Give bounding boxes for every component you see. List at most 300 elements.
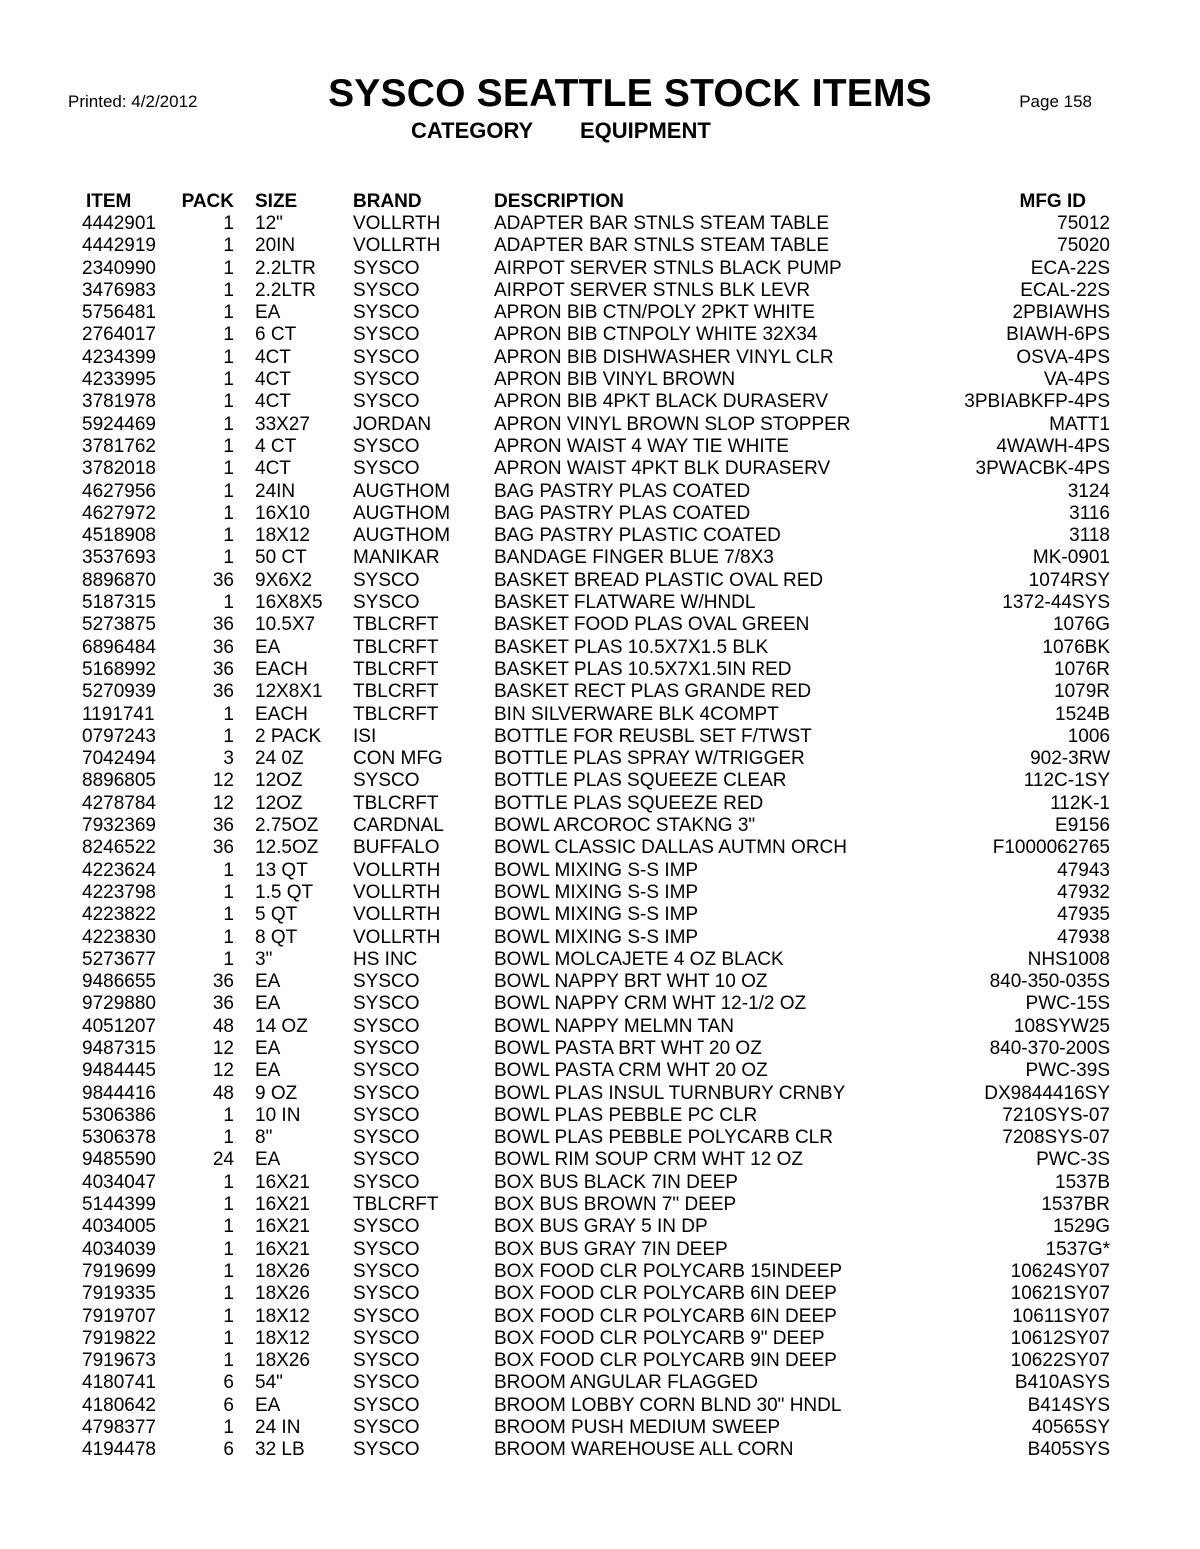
size-cell: 16X21 (255, 1194, 310, 1216)
size-cell: 12OZ (255, 792, 303, 814)
table-row (0, 815, 1200, 837)
table-row (0, 436, 1200, 458)
brand-cell: VOLLRTH (353, 859, 441, 881)
column-header-item: ITEM (86, 191, 132, 212)
pack-cell: 1 (223, 302, 234, 324)
brand-cell: ISI (353, 725, 377, 747)
mfg-id-cell: 1006 (1067, 725, 1110, 747)
mfg-id-cell: B405SYS (1027, 1439, 1110, 1461)
brand-cell: HS INC (353, 948, 418, 970)
brand-cell: TBLCRFT (353, 636, 439, 658)
item-cell: 4442919 (82, 235, 156, 257)
description-cell: BASKET FLATWARE W/HNDL (494, 592, 756, 614)
size-cell: 18X12 (255, 525, 310, 547)
pack-cell: 1 (223, 948, 234, 970)
size-cell: EACH (255, 658, 308, 680)
description-cell: BASKET PLAS 10.5X7X1.5 BLK (494, 636, 769, 658)
pack-cell: 1 (223, 1171, 234, 1193)
brand-cell: AUGTHOM (353, 502, 451, 524)
table-row (0, 213, 1200, 235)
pack-cell: 1 (223, 1238, 234, 1260)
brand-cell: SYSCO (353, 391, 420, 413)
table-row (0, 1083, 1200, 1105)
size-cell: 4CT (255, 346, 291, 368)
pack-cell: 1 (223, 1127, 234, 1149)
size-cell: 16X21 (255, 1171, 310, 1193)
pack-cell: 1 (223, 1417, 234, 1439)
brand-cell: CON MFG (353, 748, 443, 770)
brand-cell: SYSCO (353, 1082, 420, 1104)
item-cell: 4798377 (82, 1417, 156, 1439)
pack-cell: 48 (212, 1082, 234, 1104)
pack-cell: 12 (212, 792, 234, 814)
item-cell: 4627972 (82, 502, 156, 524)
mfg-id-cell: 10624SY07 (1010, 1260, 1110, 1282)
item-cell: 4233995 (82, 369, 156, 391)
brand-cell: AUGTHOM (353, 480, 451, 502)
mfg-id-cell: E9156 (1055, 815, 1110, 837)
description-cell: BOX BUS GRAY 7IN DEEP (494, 1238, 728, 1260)
mfg-id-cell: 40565SY (1031, 1417, 1110, 1439)
table-row (0, 770, 1200, 792)
size-cell: 2.75OZ (255, 815, 319, 837)
item-cell: 4627956 (82, 480, 156, 502)
mfg-id-cell: 112C-1SY (1023, 770, 1110, 792)
pack-cell: 1 (223, 346, 234, 368)
pack-cell: 36 (212, 993, 234, 1015)
size-cell: 12OZ (255, 770, 303, 792)
pack-cell: 36 (212, 815, 234, 837)
pack-cell: 1 (223, 1305, 234, 1327)
size-cell: 18X26 (255, 1350, 310, 1372)
description-cell: BOWL PLAS PEBBLE POLYCARB CLR (494, 1127, 833, 1149)
table-row (0, 681, 1200, 703)
size-cell: 4 CT (255, 435, 297, 457)
description-cell: BOTTLE PLAS SQUEEZE RED (494, 792, 764, 814)
size-cell: EA (255, 1037, 281, 1059)
size-cell: 18X12 (255, 1327, 310, 1349)
item-cell: 4034005 (82, 1216, 156, 1238)
item-cell: 5306386 (82, 1104, 156, 1126)
table-row (0, 1261, 1200, 1283)
table-row (0, 1439, 1200, 1461)
size-cell: 13 QT (255, 859, 308, 881)
item-cell: 1191741 (82, 703, 155, 725)
mfg-id-cell: 1537BR (1041, 1194, 1110, 1216)
brand-cell: SYSCO (353, 1327, 420, 1349)
table-row (0, 860, 1200, 882)
pack-cell: 1 (223, 235, 234, 257)
pack-cell: 1 (223, 1327, 234, 1349)
size-cell: 4CT (255, 391, 291, 413)
table-row (0, 1172, 1200, 1194)
column-header-mfg-id: MFG ID (1019, 191, 1086, 212)
item-cell: 7919699 (82, 1260, 156, 1282)
size-cell: 8" (255, 1127, 273, 1149)
pack-cell: 1 (223, 279, 234, 301)
item-cell: 5168992 (82, 658, 156, 680)
size-cell: 8 QT (255, 926, 298, 948)
description-cell: BOX FOOD CLR POLYCARB 15INDEEP (494, 1260, 843, 1282)
pack-cell: 1 (223, 703, 234, 725)
mfg-id-cell: 3PWACBK-4PS (975, 458, 1110, 480)
pack-cell: 36 (212, 614, 234, 636)
mfg-id-cell: 1076BK (1042, 636, 1110, 658)
pack-cell: 1 (223, 458, 234, 480)
description-cell: BOX FOOD CLR POLYCARB 6IN DEEP (494, 1305, 837, 1327)
size-cell: 16X10 (255, 502, 310, 524)
item-cell: 9487315 (82, 1037, 156, 1059)
table-row (0, 547, 1200, 569)
description-cell: APRON WAIST 4 WAY TIE WHITE (494, 435, 789, 457)
table-row (0, 882, 1200, 904)
mfg-id-cell: ECAL-22S (1020, 279, 1110, 301)
category-label: CATEGORY (411, 118, 534, 143)
brand-cell: SYSCO (353, 1394, 420, 1416)
pack-cell: 12 (212, 1060, 234, 1082)
pack-cell: 1 (223, 926, 234, 948)
mfg-id-cell: 3118 (1069, 525, 1110, 547)
pack-cell: 6 (223, 1439, 234, 1461)
table-row (0, 726, 1200, 748)
table-row (0, 637, 1200, 659)
item-cell: 4180741 (82, 1372, 156, 1394)
mfg-id-cell: 75012 (1057, 213, 1110, 234)
mfg-id-cell: 47938 (1057, 926, 1110, 948)
brand-cell: SYSCO (353, 770, 420, 792)
mfg-id-cell: PWC-3S (1036, 1149, 1110, 1171)
mfg-id-cell: 1076R (1054, 658, 1110, 680)
item-cell: 4278784 (82, 792, 156, 814)
table-row (0, 1372, 1200, 1394)
item-cell: 7042494 (82, 748, 156, 770)
item-cell: 8896805 (82, 770, 156, 792)
brand-cell: SYSCO (353, 346, 420, 368)
description-cell: BOWL RIM SOUP CRM WHT 12 OZ (494, 1149, 803, 1171)
item-cell: 9485590 (82, 1149, 156, 1171)
item-cell: 4034039 (82, 1238, 156, 1260)
brand-cell: SYSCO (353, 435, 420, 457)
brand-cell: VOLLRTH (353, 926, 441, 948)
description-cell: APRON BIB VINYL BROWN (494, 369, 736, 391)
brand-cell: VOLLRTH (353, 904, 441, 926)
mfg-id-cell: 7208SYS-07 (1002, 1127, 1110, 1149)
pack-cell: 1 (223, 324, 234, 346)
pack-cell: 1 (223, 369, 234, 391)
item-cell: 5270939 (82, 681, 156, 703)
table-row (0, 927, 1200, 949)
printed-date: Printed: 4/2/2012 (68, 92, 198, 111)
brand-cell: SYSCO (353, 1149, 420, 1171)
table-row (0, 1417, 1200, 1439)
table-row (0, 659, 1200, 681)
description-cell: BOWL MOLCAJETE 4 OZ BLACK (494, 948, 784, 970)
size-cell: 12" (255, 213, 283, 234)
pack-cell: 1 (223, 413, 234, 435)
item-cell: 5187315 (82, 592, 156, 614)
item-cell: 5273677 (82, 948, 156, 970)
size-cell: 14 OZ (255, 1015, 308, 1037)
table-row (0, 1194, 1200, 1216)
description-cell: BOWL MIXING S-S IMP (494, 904, 699, 926)
item-cell: 4051207 (82, 1015, 156, 1037)
table-row (0, 258, 1200, 280)
size-cell: 16X8X5 (255, 592, 323, 614)
mfg-id-cell: 10612SY07 (1010, 1327, 1110, 1349)
item-cell: 4442901 (82, 213, 156, 234)
item-cell: 4194478 (82, 1439, 156, 1461)
mfg-id-cell: BIAWH-6PS (1006, 324, 1110, 346)
brand-cell: SYSCO (353, 1350, 420, 1372)
pack-cell: 1 (223, 547, 234, 569)
brand-cell: TBLCRFT (353, 658, 439, 680)
mfg-id-cell: 112K-1 (1050, 792, 1110, 814)
mfg-id-cell: PWC-39S (1025, 1060, 1110, 1082)
pack-cell: 1 (223, 391, 234, 413)
size-cell: 54" (255, 1372, 283, 1394)
mfg-id-cell: ECA-22S (1030, 257, 1110, 279)
table-row (0, 458, 1200, 480)
description-cell: BOWL NAPPY BRT WHT 10 OZ (494, 971, 768, 993)
brand-cell: AUGTHOM (353, 525, 451, 547)
size-cell: 5 QT (255, 904, 298, 926)
item-cell: 8246522 (82, 837, 156, 859)
mfg-id-cell: 1372-44SYS (1002, 592, 1110, 614)
item-cell: 0797243 (82, 725, 156, 747)
pack-cell: 1 (223, 1216, 234, 1238)
description-cell: ADAPTER BAR STNLS STEAM TABLE (494, 235, 830, 257)
size-cell: EA (255, 302, 281, 324)
size-cell: 3" (255, 948, 273, 970)
brand-cell: SYSCO (353, 1216, 420, 1238)
pack-cell: 1 (223, 881, 234, 903)
size-cell: 1.5 QT (255, 881, 314, 903)
pack-cell: 3 (223, 748, 234, 770)
mfg-id-cell: 7210SYS-07 (1002, 1104, 1110, 1126)
description-cell: BOWL MIXING S-S IMP (494, 859, 699, 881)
table-row (0, 1328, 1200, 1350)
pack-cell: 36 (212, 658, 234, 680)
size-cell: 9X6X2 (255, 569, 313, 591)
description-cell: AIRPOT SERVER STNLS BLACK PUMP (494, 257, 842, 279)
brand-cell: SYSCO (353, 1104, 420, 1126)
size-cell: 12.5OZ (255, 837, 319, 859)
mfg-id-cell: 840-370-200S (989, 1037, 1110, 1059)
size-cell: 4CT (255, 458, 291, 480)
description-cell: BOX FOOD CLR POLYCARB 9" DEEP (494, 1327, 825, 1349)
description-cell: BOWL MIXING S-S IMP (494, 881, 699, 903)
brand-cell: VOLLRTH (353, 213, 441, 234)
pack-cell: 1 (223, 435, 234, 457)
item-cell: 6896484 (82, 636, 156, 658)
table-row (0, 1016, 1200, 1038)
pack-cell: 48 (212, 1015, 234, 1037)
mfg-id-cell: 75020 (1057, 235, 1110, 257)
pack-cell: 1 (223, 257, 234, 279)
brand-cell: SYSCO (353, 993, 420, 1015)
mfg-id-cell: PWC-15S (1025, 993, 1110, 1015)
table-row (0, 1149, 1200, 1171)
brand-cell: SYSCO (353, 1283, 420, 1305)
table-row (0, 993, 1200, 1015)
table-row (0, 414, 1200, 436)
description-cell: BOWL NAPPY CRM WHT 12-1/2 OZ (494, 993, 807, 1015)
item-cell: 3781978 (82, 391, 156, 413)
mfg-id-cell: 108SYW25 (1013, 1015, 1110, 1037)
description-cell: BOX BUS BLACK 7IN DEEP (494, 1171, 738, 1193)
item-cell: 2764017 (82, 324, 156, 346)
table-row (0, 1395, 1200, 1417)
table-row (0, 748, 1200, 770)
mfg-id-cell: 47932 (1057, 881, 1110, 903)
brand-cell: SYSCO (353, 1127, 420, 1149)
mfg-id-cell: 47935 (1057, 904, 1110, 926)
table-row (0, 904, 1200, 926)
brand-cell: SYSCO (353, 1037, 420, 1059)
pack-cell: 1 (223, 725, 234, 747)
table-header (0, 191, 1200, 213)
description-cell: BOX BUS BROWN 7" DEEP (494, 1194, 737, 1216)
table-body (0, 213, 1200, 1462)
mfg-id-cell: DX9844416SY (984, 1082, 1110, 1104)
description-cell: BASKET RECT PLAS GRANDE RED (494, 681, 812, 703)
mfg-id-cell: B410ASYS (1014, 1372, 1110, 1394)
table-row (0, 481, 1200, 503)
table-row (0, 1105, 1200, 1127)
description-cell: BOWL PLAS INSUL TURNBURY CRNBY (494, 1082, 846, 1104)
pack-cell: 12 (212, 770, 234, 792)
mfg-id-cell: 4WAWH-4PS (996, 435, 1110, 457)
table-row (0, 369, 1200, 391)
item-cell: 4223830 (82, 926, 156, 948)
brand-cell: CARDNAL (353, 815, 444, 837)
pack-cell: 1 (223, 525, 234, 547)
item-cell: 5144399 (82, 1194, 156, 1216)
table-row (0, 1127, 1200, 1149)
brand-cell: SYSCO (353, 1260, 420, 1282)
brand-cell: SYSCO (353, 1238, 420, 1260)
table-row (0, 1060, 1200, 1082)
description-cell: BOWL MIXING S-S IMP (494, 926, 699, 948)
description-cell: BOX FOOD CLR POLYCARB 9IN DEEP (494, 1350, 837, 1372)
mfg-id-cell: F1000062765 (992, 837, 1110, 859)
item-cell: 9486655 (82, 971, 156, 993)
pack-cell: 36 (212, 681, 234, 703)
table-row (0, 347, 1200, 369)
description-cell: BROOM WAREHOUSE ALL CORN (494, 1439, 794, 1461)
size-cell: 4CT (255, 369, 291, 391)
size-cell: 10.5X7 (255, 614, 316, 636)
table-row (0, 570, 1200, 592)
description-cell: BAG PASTRY PLASTIC COATED (494, 525, 781, 547)
pack-cell: 24 (212, 1149, 234, 1171)
pack-cell: 36 (212, 971, 234, 993)
item-cell: 9844416 (82, 1082, 156, 1104)
description-cell: BIN SILVERWARE BLK 4COMPT (494, 703, 779, 725)
table-row (0, 391, 1200, 413)
mfg-id-cell: 840-350-035S (989, 971, 1110, 993)
size-cell: 50 CT (255, 547, 307, 569)
brand-cell: TBLCRFT (353, 703, 439, 725)
mfg-id-cell: MATT1 (1049, 413, 1110, 435)
table-row (0, 525, 1200, 547)
brand-cell: SYSCO (353, 1417, 420, 1439)
item-cell: 3781762 (82, 435, 156, 457)
size-cell: 10 IN (255, 1104, 301, 1126)
size-cell: 9 OZ (255, 1082, 298, 1104)
mfg-id-cell: 902-3RW (1030, 748, 1110, 770)
mfg-id-cell: 2PBIAWHS (1012, 302, 1110, 324)
mfg-id-cell: 1529G (1052, 1216, 1110, 1238)
description-cell: BROOM LOBBY CORN BLND 30" HNDL (494, 1394, 842, 1416)
size-cell: 24 0Z (255, 748, 304, 770)
description-cell: BOWL PLAS PEBBLE PC CLR (494, 1104, 758, 1126)
pack-cell: 1 (223, 904, 234, 926)
table-row (0, 1216, 1200, 1238)
size-cell: 24IN (255, 480, 296, 502)
size-cell: EA (255, 636, 281, 658)
brand-cell: VOLLRTH (353, 881, 441, 903)
description-cell: APRON BIB CTNPOLY WHITE 32X34 (494, 324, 818, 346)
table-row (0, 971, 1200, 993)
size-cell: 12X8X1 (255, 681, 323, 703)
table-row (0, 837, 1200, 859)
description-cell: BOX FOOD CLR POLYCARB 6IN DEEP (494, 1283, 837, 1305)
size-cell: 6 CT (255, 324, 297, 346)
size-cell: EA (255, 971, 281, 993)
brand-cell: SYSCO (353, 1439, 420, 1461)
brand-cell: SYSCO (353, 257, 420, 279)
mfg-id-cell: 10621SY07 (1010, 1283, 1110, 1305)
pack-cell: 12 (212, 1037, 234, 1059)
table-row (0, 503, 1200, 525)
description-cell: BASKET PLAS 10.5X7X1.5IN RED (494, 658, 792, 680)
size-cell: EA (255, 1394, 281, 1416)
size-cell: 2.2LTR (255, 279, 316, 301)
item-cell: 4223624 (82, 859, 156, 881)
pack-cell: 1 (223, 1350, 234, 1372)
brand-cell: TBLCRFT (353, 792, 439, 814)
mfg-id-cell: 3PBIABKFP-4PS (964, 391, 1110, 413)
size-cell: 33X27 (255, 413, 310, 435)
mfg-id-cell: B414SYS (1027, 1394, 1110, 1416)
table-row (0, 324, 1200, 346)
size-cell: 20IN (255, 235, 296, 257)
description-cell: BOWL PASTA BRT WHT 20 OZ (494, 1037, 762, 1059)
size-cell: 18X26 (255, 1283, 310, 1305)
brand-cell: SYSCO (353, 592, 420, 614)
brand-cell: VOLLRTH (353, 235, 441, 257)
mfg-id-cell: 47943 (1057, 859, 1110, 881)
brand-cell: SYSCO (353, 369, 420, 391)
pack-cell: 1 (223, 1283, 234, 1305)
description-cell: BOWL PASTA CRM WHT 20 OZ (494, 1060, 768, 1082)
table-row (0, 704, 1200, 726)
item-cell: 5924469 (82, 413, 156, 435)
pack-cell: 1 (223, 502, 234, 524)
size-cell: EACH (255, 703, 308, 725)
mfg-id-cell: 1079R (1054, 681, 1110, 703)
item-cell: 4223798 (82, 881, 156, 903)
column-header-pack: PACK (181, 191, 234, 212)
brand-cell: BUFFALO (353, 837, 440, 859)
table-row (0, 302, 1200, 324)
description-cell: BROOM PUSH MEDIUM SWEEP (494, 1417, 781, 1439)
brand-cell: JORDAN (353, 413, 432, 435)
brand-cell: TBLCRFT (353, 681, 439, 703)
description-cell: BASKET FOOD PLAS OVAL GREEN (494, 614, 810, 636)
item-cell: 5306378 (82, 1127, 156, 1149)
